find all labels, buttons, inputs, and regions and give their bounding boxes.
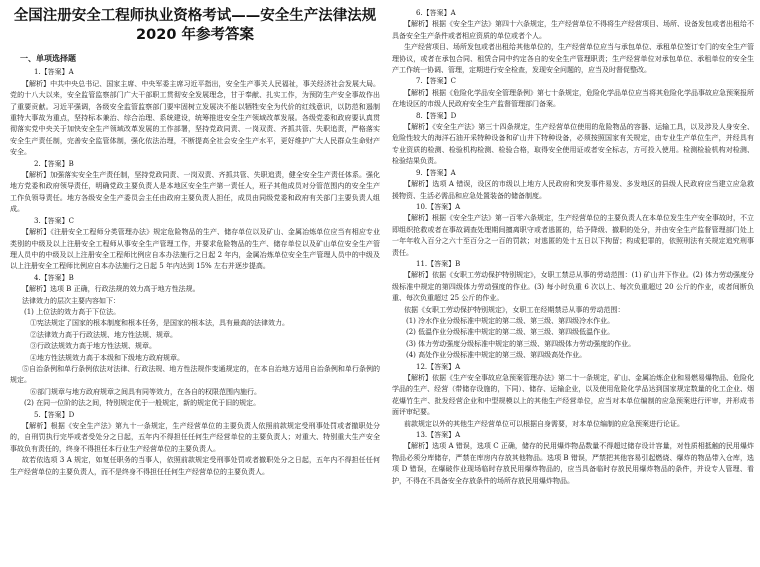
answer-label: 4.【答案】B: [34, 273, 74, 282]
list-item: (1) 冷水作业分级标准中规定的第二级、第三级、第四级冷水作业。: [406, 316, 615, 325]
paragraph: 【解析】《注册安全工程师分类管理办法》规定危险物品的生产、储存单位以及矿山、金属冶炼单位应当有相应专业类别的中级及以上注册安全工程师从事安全生产管理工作，并要求危险物品的生产、储存单位以及矿山单位安全生产管理人员中的中级及以上注册安全工程师比例应自本办法施行之日起 2 年内，金属冶炼单位安全生产管理人员中的中级及以上注册安全工程师比例应自本办法施行之日起 5 年内达到 15% 左右并逐步提高。: [10, 228, 380, 271]
paragraph: 【解析】选项 B 正确，行政法规的效力高于地方性法规。: [22, 285, 200, 294]
paragraph: ⑤自治条例和单行条例依法对法律、行政法规、地方性法规作变通规定的，在本自治地方适用自治条例和单行条例的规定。: [10, 364, 380, 385]
right-column: [392, 8, 754, 567]
list-item: (2) 低温作业分级标准中规定的第二级、第三级、第四级低温作业。: [406, 328, 615, 337]
right-column-body: [392, 8, 754, 487]
answer-label: 8.【答案】D: [416, 111, 457, 120]
answer-label: 7.【答案】C: [416, 77, 457, 86]
section-heading: 一、单项选择题: [20, 54, 76, 63]
paragraph: 【解析】依据《女职工劳动保护特别规定》，女职工禁忌从事的劳动范围：(1) 矿山井下作业。(2) 体力劳动强度分级标准中规定的第四级体力劳动强度的作业。(3) 每小时负重 6 次以上、每次负重超过 20 公斤的作业，或者间断负重、每次负重超过 25 公斤的作业。: [392, 271, 754, 303]
paragraph: 【解析】加强落实安全生产责任制，坚持党政同责、一岗双责、齐抓共管、失职追责，健全安全生产责任体系。强化地方党委和政府领导责任，明确党政主要负责人是本地区安全生产第一责任人，班子其他成员对分管范围内的安全生产工作负领导责任。地方各级安全生产委员会主任由政府主要负责人担任，成员由同级党委和政府有关部门主要负责人组成。: [10, 171, 380, 214]
answer-label: 13.【答案】A: [416, 431, 461, 440]
answer-label: 6.【答案】A: [416, 9, 456, 17]
answer-label: 11.【答案】B: [416, 259, 461, 268]
answer-label: 10.【答案】A: [416, 202, 461, 211]
list-item: ⑥部门规章与地方政府规章之间具有同等效力，在各自的权限范围内施行。: [30, 387, 261, 396]
paragraph: 【解析】选项 A 错误，设区的市级以上地方人民政府和突发事件易发、多发地区的县级人民政府应当建立应急救援物资、生活必需品和应急处置装备的储备制度。: [392, 180, 754, 200]
answer-label: 5.【答案】D: [34, 410, 75, 419]
document-title: 全国注册安全工程师执业资格考试——安全生产法律法规: [13, 8, 377, 24]
paragraph: 【解析】选项 A 错误，选项 C 正确，储存的民用爆炸物品数量不得超过储存设计容量，对性质相抵触的民用爆炸物品必须分库储存，严禁在库房内存放其他物品。选项 B 错误，严禁把其他容易引起燃烧、爆炸的物品带入仓库，选项 D 错误，在爆破作业现场临时存放民用爆炸物品的，应当具备临时存放民用爆炸物品的条件，并设专人管理、看护，不得在不具备安全存放条件的场所存放民用爆炸物品。: [392, 442, 754, 485]
list-item: ②法律效力高于行政法规、地方性法规、规章。: [30, 330, 177, 339]
paragraph: 【解析】《安全生产法》第三十四条规定，生产经营单位使用的危险物品的容器、运输工具，以及涉及人身安全、危险性较大的海洋石油开采特种设备和矿山井下特种设备，必须按照国家有关规定，由专业生产单位生产，并经具有专业资质的检测、检验机构检测、检验合格，取得安全使用证或者安全标志，方可投入使用。检测检验机构对检测、检验结果负责。: [392, 123, 754, 166]
left-column: [10, 0, 380, 559]
list-item: (2) 在同一位阶的法之间，特别规定优于一般规定，新的规定优于旧的规定。: [24, 399, 261, 408]
document-subtitle: 2020 年参考答案: [136, 27, 254, 43]
answer-label: 9.【答案】A: [416, 168, 456, 177]
paragraph: 【解析】中共中央总书记、国家主席、中央军委主席习近平指出，安全生产事关人民福祉，事关经济社会发展大局。党的十八大以来，安全监管监察部门广大干部职工贯彻安全发展理念，甘于奉献、扎实工作，为预防生产安全事故作出了重要贡献。习近平强调，各级安全监管监察部门要牢固树立发展决不能以牺牲安全为代价的红线意识，以防范和遏制重特大事故为重点，坚持标本兼治、综合治理、系统建设，统筹推进安全生产领域改革发展。各级党委和政府要认真贯彻落实党中央关于加快安全生产领域改革发展的工作部署，坚持党政同责、一岗双责、齐抓共管、失职追责，严格落实安全生产责任制，完善安全监管体制，强化依法治理，不断提高全社会安全生产水平，更好维护广大人民群众生命财产安全。: [10, 79, 380, 157]
left-column-body: [10, 67, 380, 478]
list-item: (1) 上位法的效力高于下位法。: [24, 307, 121, 316]
paragraph: 【解析】根据《安全生产法》第九十一条规定，生产经营单位的主要负责人依照前款规定受刑事处罚或者撤职处分的，自刑罚执行完毕或者受处分之日起，五年内不得担任任何生产经营单位的主要负责人；对重大、特别重大生产安全事故负有责任的，终身不得担任本行业生产经营单位的主要负责人。: [10, 422, 380, 453]
paragraph: 【解析】根据《安全生产法》第四十六条规定，生产经营单位不得将生产经营项目、场所、设备发包或者出租给不具备安全生产条件或者相应资质的单位或者个人。: [392, 20, 754, 40]
answer-label: 2.【答案】B: [34, 159, 74, 168]
answer-label: 3.【答案】C: [34, 216, 75, 225]
answer-label: 1.【答案】A: [34, 68, 74, 77]
paragraph: 依据《女职工劳动保护特别规定》，女职工在经期禁忌从事的劳动范围：: [404, 305, 625, 314]
list-item: ①宪法规定了国家的根本制度和根本任务，是国家的根本法，具有最高的法律效力。: [30, 319, 289, 328]
list-item: (3) 体力劳动强度分级标准中规定的第三级、第四级体力劳动强度的作业。: [406, 339, 636, 348]
paragraph: 【解析】根据《危险化学品安全管理条例》第七十条规定，危险化学品单位应当将其危险化学品事故应急预案报所在地设区的市级人民政府安全生产监督管理部门备案。: [392, 88, 754, 109]
paragraph: 生产经营项目、场所发包或者出租给其他单位的，生产经营单位应当与承包单位、承租单位签订专门的安全生产管理协议，或者在承包合同、租赁合同中约定各自的安全生产管理职责；生产经营单位对承包单位、承租单位的安全生产工作统一协调、管理，定期进行安全检查，发现安全问题的，应当及时督促整改。: [392, 43, 754, 75]
paragraph: 【解析】根据《安全生产法》第一百零六条规定，生产经营单位的主要负责人在本单位发生生产安全事故时，不立即组织抢救或者在事故调查处理期间擅离职守或者逃匿的，给予降级、撤职的处分，并由安全生产监督管理部门处上一年年收入百分之六十至百分之一百的罚款；对逃匿的处十五日以下拘留；构成犯罪的，依照刑法有关规定追究刑事责任。: [392, 214, 754, 257]
list-item: ④地方性法规效力高于本级和下级地方政府规章。: [30, 353, 184, 362]
answer-label: 12.【答案】A: [416, 362, 461, 371]
list-item: ③行政法规效力高于地方性法规、规章。: [30, 342, 156, 351]
paragraph: 法律效力的层次主要内容如下：: [22, 296, 120, 305]
list-item: (4) 高处作业分级标准中规定的第三级、第四级高处作业。: [406, 351, 587, 360]
paragraph: 前款规定以外的其他生产经营单位可以根据自身需要，对本单位编制的应急预案进行论证。: [404, 419, 684, 428]
paragraph: 故若依选项 3 A 规定，如复任职务的当事人，依照前款规定受刑事处罚或者撤职处分之日起，五年内不得担任任何生产经营单位的主要负责人，而不是终身不得担任任何生产经营单位的主要负责人。: [10, 456, 380, 476]
paragraph: 【解析】依据《生产安全事故应急预案管理办法》第二十一条规定，矿山、金属冶炼企业和易燃易爆物品、危险化学品的生产、经营（带储存设施的，下同）、储存、运输企业，以及使用危险化学品达到国家规定数量的化工企业、烟花爆竹生产、批发经营企业和中型规模以上的其他生产经营单位，应当对本单位编制的应急预案进行评审，并形成书面评审纪要。: [392, 374, 754, 417]
